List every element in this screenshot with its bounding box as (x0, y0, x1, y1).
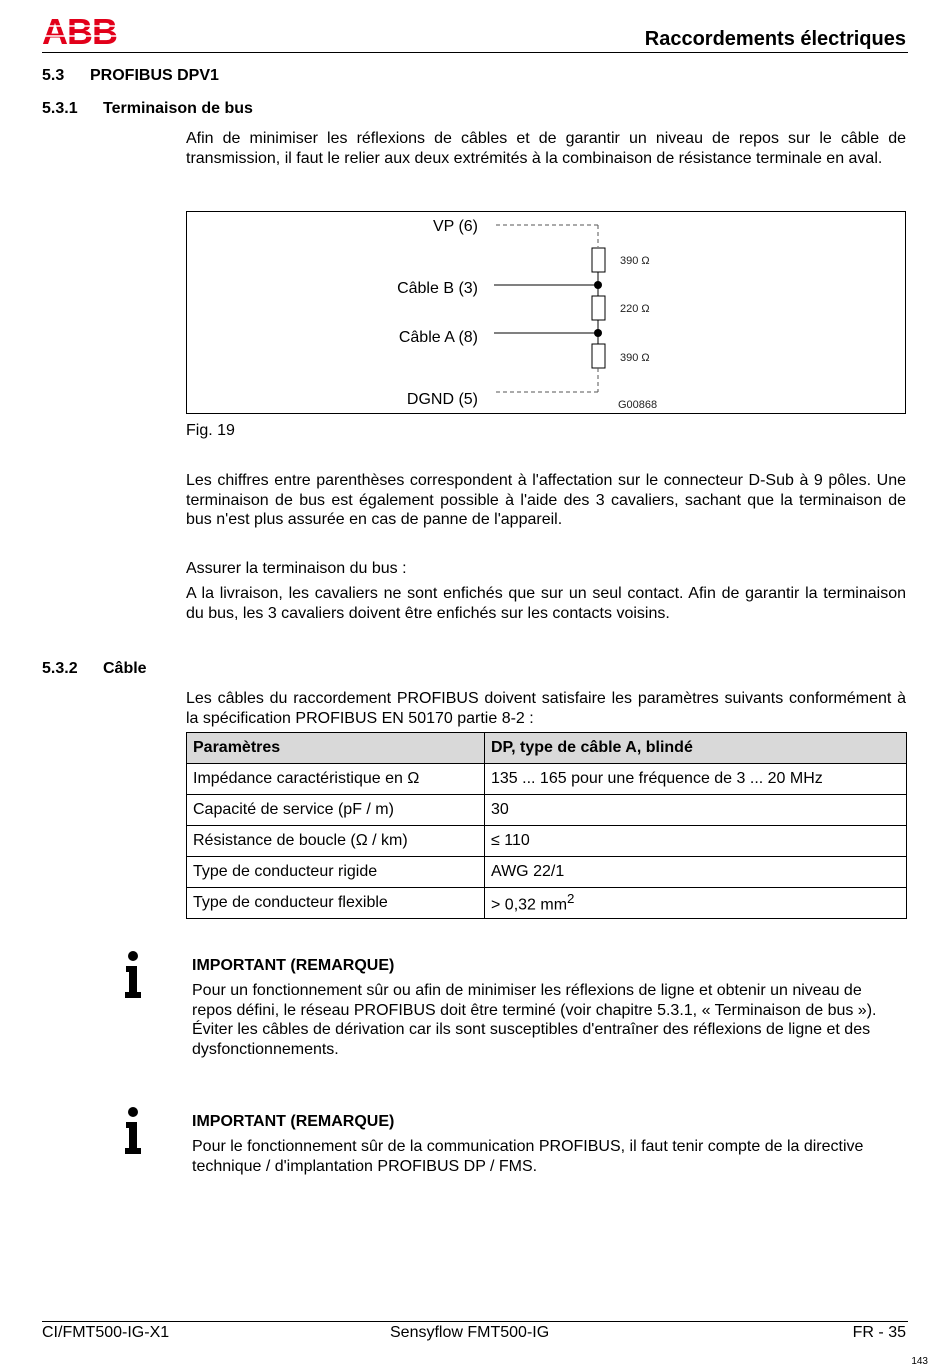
resistor-value-top: 390 Ω (620, 255, 650, 267)
resistor-value-bottom: 390 Ω (620, 352, 650, 364)
table-row (187, 764, 907, 795)
cable-intro-paragraph: Les câbles du raccordement PROFIBUS doivent satisfaire les paramètres suivants conformément à la spécification PROFIBUS EN 50170 partie 8-2 : (186, 690, 906, 727)
header-title: Raccordements électriques (644, 28, 906, 50)
note-title: IMPORTANT (REMARQUE) (192, 957, 395, 974)
table-row (187, 826, 907, 857)
table-cell: Type de conducteur flexible (187, 888, 485, 919)
table-cell: Impédance caractéristique en Ω (187, 764, 485, 795)
svg-text:ABB: ABB (42, 14, 117, 48)
section-heading-5-3 (42, 67, 219, 85)
footer-doc-id: CI/FMT500-IG-X1 (42, 1324, 170, 1341)
footer-page: FR - 35 (852, 1324, 906, 1341)
intro-paragraph: Afin de minimiser les réflexions de câbles et de garantir un niveau de repos sur le câble de transmission, il faut le relier aux deux extrémités à la combinaison de résistance terminale en aval. (186, 130, 906, 167)
cell-value: > 0,32 mm (491, 896, 568, 914)
table-row (187, 795, 907, 826)
section-number: 5.3 (42, 67, 65, 84)
table-cell: Résistance de boucle (Ω / km) (187, 826, 485, 857)
table-cell: Capacité de service (pF / m) (187, 795, 485, 826)
table-cell: Type de conducteur rigide (187, 857, 485, 888)
label-cable-b: Câble B (3) (397, 280, 478, 297)
abb-logo (42, 14, 120, 48)
table-cell: AWG 22/1 (485, 857, 907, 888)
table-header-cell: DP, type de câble A, blindé (485, 733, 907, 764)
section-title: Terminaison de bus (103, 100, 253, 117)
termination-circuit-diagram (186, 211, 906, 414)
note-text: Pour le fonctionnement sûr de la communication PROFIBUS, il faut tenir compte de la directive technique / d'implantation PROFIBUS DP / FMS. (192, 1138, 864, 1175)
label-vp: VP (6) (432, 218, 478, 235)
section-number: 5.3.2 (42, 660, 78, 677)
paragraph-connector: Les chiffres entre parenthèses correspondent à l'affectation sur le connecteur D-Sub à 9 pôles. Une terminaison de bus est également possible à l'aide des 3 cavaliers, sachant que la terminaison de bus n'est plus assurée en cas de panne de l'appareil. (186, 472, 906, 528)
info-icon (122, 951, 144, 999)
superscript: 2 (567, 891, 575, 907)
note-title: IMPORTANT (REMARQUE) (192, 1113, 395, 1130)
section-number: 5.3.1 (42, 100, 78, 117)
cable-parameters-table (186, 732, 907, 919)
note-paragraph: Pour un fonctionnement sûr ou afin de minimiser les réflexions de ligne et obtenir un niveau de repos défini, le réseau PROFIBUS doit être terminé (voir chapitre 5.3.1, « Terminaison de bus »). (192, 982, 877, 1019)
resistor-value-middle: 220 Ω (620, 303, 650, 315)
table-row (187, 888, 907, 919)
table-row (187, 857, 907, 888)
note-text (192, 981, 892, 1059)
table-header-cell: Paramètres (187, 733, 485, 764)
section-heading-5-3-1 (42, 100, 253, 118)
paragraph-termination-title: Assurer la terminaison du bus : (186, 560, 407, 577)
table-cell: 135 ... 165 pour une fréquence de 3 ... 20 MHz (485, 764, 907, 795)
header-rule (42, 52, 908, 53)
paragraph-jumpers: A la livraison, les cavaliers ne sont enfichés que sur un seul contact. Afin de garantir la terminaison du bus, les 3 cavaliers doivent être enfichés sur les contacts voisins. (186, 585, 906, 622)
page-number: 143 (911, 1356, 928, 1367)
table-header-row (187, 733, 907, 764)
figure-caption: Fig. 19 (186, 422, 235, 439)
table-cell (485, 888, 907, 919)
note-paragraph: Éviter les câbles de dérivation car ils sont susceptibles d'entraîner des réflexions de ligne et des dysfonctionnements. (192, 1021, 871, 1058)
label-cable-a: Câble A (8) (398, 329, 478, 346)
label-dgnd: DGND (5) (406, 391, 478, 408)
figure-code: G00868 (618, 399, 658, 411)
section-heading-5-3-2 (42, 660, 147, 678)
table-cell: 30 (485, 795, 907, 826)
info-icon (122, 1107, 144, 1155)
section-title: PROFIBUS DPV1 (90, 67, 219, 84)
table-cell: ≤ 110 (485, 826, 907, 857)
section-title: Câble (103, 660, 147, 677)
footer-product: Sensyflow FMT500-IG (390, 1324, 550, 1341)
footer-rule (42, 1321, 908, 1322)
